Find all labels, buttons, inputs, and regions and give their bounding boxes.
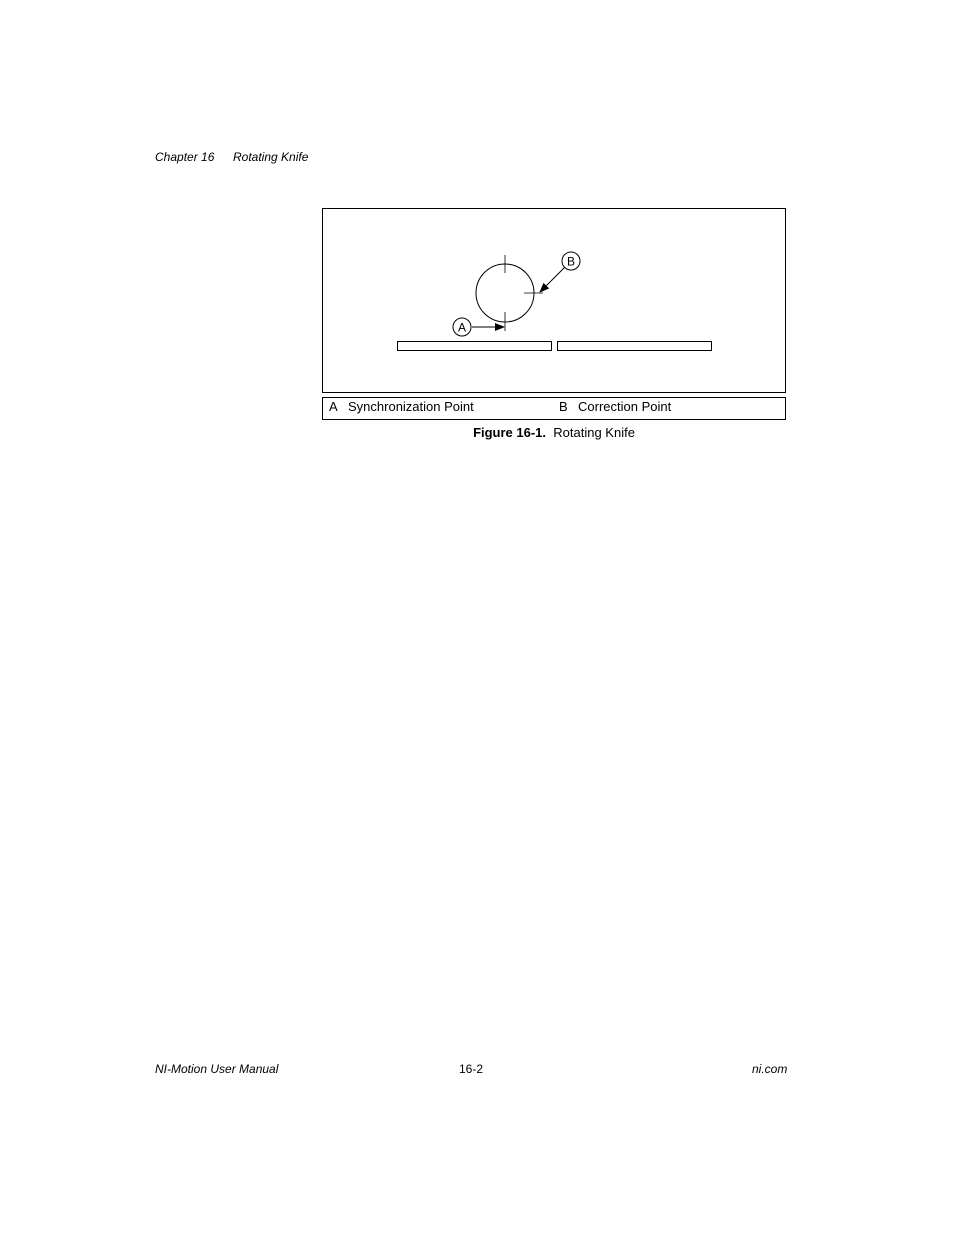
figure-caption [0,425,954,440]
footer-website: ni.com [752,1062,788,1076]
figure-legend [322,397,786,420]
legend-text: Synchronization Point [348,399,474,414]
rotating-knife-diagram [323,209,785,392]
legend-text: Correction Point [578,399,672,414]
legend-letter: A [329,399,338,414]
legend-item-b [559,399,671,415]
figure-caption-label: Figure 16-1. [473,425,547,440]
chapter-title: Rotating Knife [233,150,309,164]
callout-b-arrow [540,267,565,292]
legend-item-a [329,399,474,415]
material-strip-right [558,342,712,351]
figure-caption-text: Rotating Knife [553,425,635,440]
footer-page-number: 16-2 [459,1062,484,1076]
material-strip-left [398,342,552,351]
callout-b-label: B [566,254,576,269]
footer-manual-title: NI-Motion User Manual [155,1062,279,1076]
rotating-knife-figure [322,208,786,393]
chapter-number: Chapter 16 [155,150,215,164]
legend-letter: B [559,399,568,414]
callout-a-label: A [457,320,467,335]
